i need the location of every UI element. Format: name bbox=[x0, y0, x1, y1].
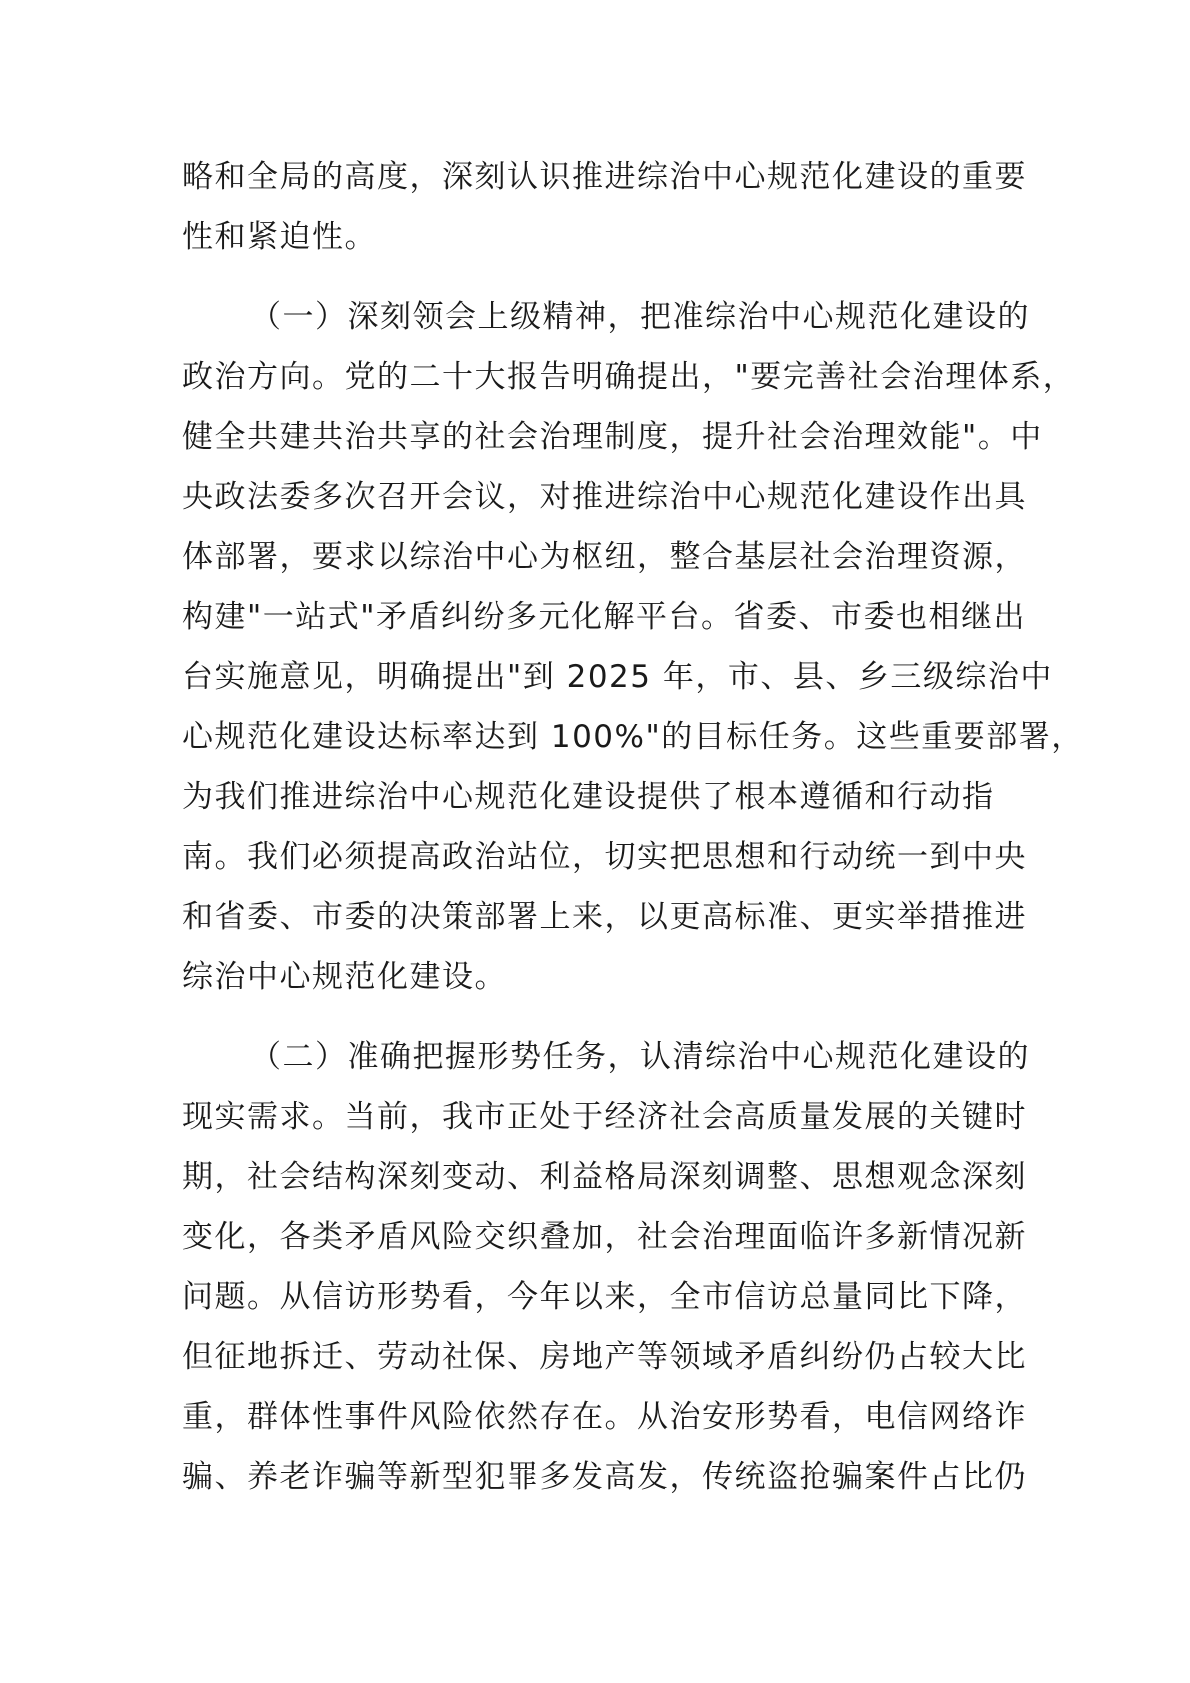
text-line: 央政法委多次召开会议，对推进综治中心规范化建设作出具 bbox=[182, 479, 1027, 515]
text-line: 南。我们必须提高政治站位，切实把思想和行动统一到中央 bbox=[182, 839, 1027, 875]
text-line: 为我们推进综治中心规范化建设提供了根本遵循和行动指 bbox=[182, 779, 995, 815]
text-line: 性和紧迫性。 bbox=[182, 219, 377, 255]
text-line: 心规范化建设达标率达到 100%"的目标任务。这些重要部署， bbox=[182, 719, 1084, 755]
section-heading-line: （一）深刻领会上级精神，把准综治中心规范化建设的 bbox=[250, 299, 1030, 335]
text-line: 体部署，要求以综治中心为枢纽，整合基层社会治理资源， bbox=[182, 539, 1027, 575]
text-line: 构建"一站式"矛盾纠纷多元化解平台。省委、市委也相继出 bbox=[182, 599, 1027, 635]
text-line: 台实施意见，明确提出"到 2025 年，市、县、乡三级综治中 bbox=[182, 659, 1053, 695]
text-line: 略和全局的高度，深刻认识推进综治中心规范化建设的重要 bbox=[182, 159, 1027, 195]
text-line: 问题。从信访形势看，今年以来，全市信访总量同比下降， bbox=[182, 1279, 1027, 1315]
text-line: 期，社会结构深刻变动、利益格局深刻调整、思想观念深刻 bbox=[182, 1159, 1027, 1195]
text-line: 重，群体性事件风险依然存在。从治安形势看，电信网络诈 bbox=[182, 1399, 1027, 1435]
text-line: 变化，各类矛盾风险交织叠加，社会治理面临许多新情况新 bbox=[182, 1219, 1027, 1255]
text-line: 骗、养老诈骗等新型犯罪多发高发，传统盗抢骗案件占比仍 bbox=[182, 1459, 1027, 1495]
text-line: 和省委、市委的决策部署上来，以更高标准、更实举措推进 bbox=[182, 899, 1027, 935]
text-line: 现实需求。当前，我市正处于经济社会高质量发展的关键时 bbox=[182, 1099, 1027, 1135]
text-line: 健全共建共治共享的社会治理制度，提升社会治理效能"。中 bbox=[182, 419, 1043, 455]
text-line: 但征地拆迁、劳动社保、房地产等领域矛盾纠纷仍占较大比 bbox=[182, 1339, 1027, 1375]
text-line: 政治方向。党的二十大报告明确提出，"要完善社会治理体系， bbox=[182, 359, 1076, 395]
text-line: 综治中心规范化建设。 bbox=[182, 959, 507, 995]
section-heading-line: （二）准确把握形势任务，认清综治中心规范化建设的 bbox=[250, 1039, 1030, 1075]
